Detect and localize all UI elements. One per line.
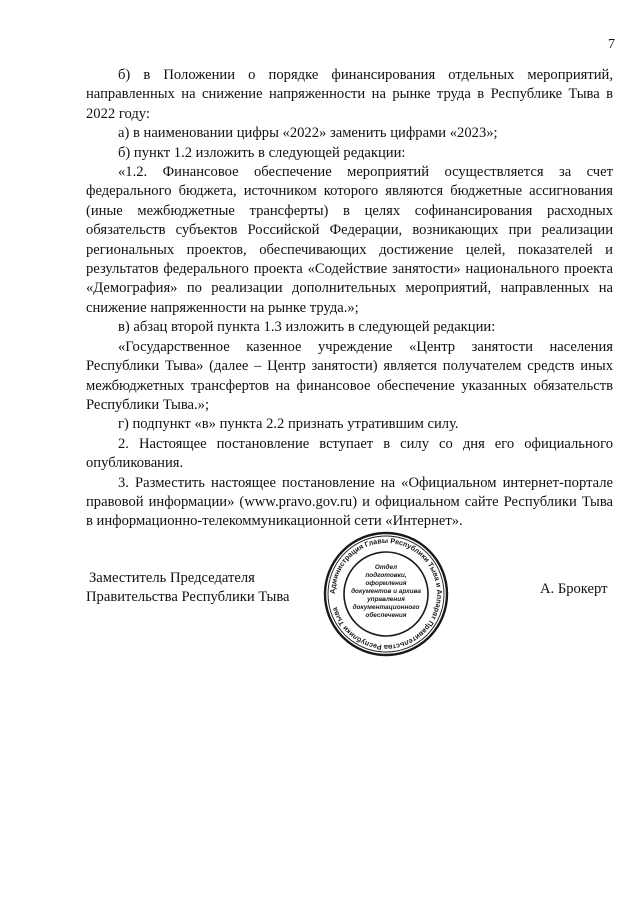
stamp-center-line-3: оформления: [365, 580, 407, 587]
stamp-center-line-5: управления: [367, 596, 405, 603]
stamp-center-line-7: обеспечения: [365, 612, 407, 619]
stamp-center-line-2: подготовки,: [365, 572, 407, 579]
paragraph-subitem-v: в) абзац второй пункта 1.3 изложить в следующей редакции:: [118, 319, 496, 336]
stamp-center-line-6: документационного: [352, 604, 420, 611]
paragraph-point-3: 3. Разместить настоящее постановление на «Официальном интернет-портале правовой информации» (www.pravo.gov.ru) и официальном сайте Республики Тыва в информационно-телекоммуникационной сети «Интернет».: [86, 474, 613, 530]
signatory-position: [86, 569, 290, 608]
paragraph-item-b-header: б) в Положении о порядке финансирования отдельных мероприятий, направленных на снижение напряженности на рынке труда в Республике Тыва в 2022 году:: [86, 67, 613, 122]
paragraph-clause-1-3: «Государственное казенное учреждение «Центр занятости населения Республики Тыва» (далее – Центр занятости) является получателем средств иных межбюджетных трансфертов на финансовое обеспечение указанных обязательств Республики Тыва.»;: [86, 338, 613, 413]
signer-name: А. Брокерт: [540, 581, 608, 597]
paragraph-subitem-b: б) пункт 1.2 изложить в следующей редакции:: [118, 144, 406, 161]
paragraph-subitem-g: г) подпункт «в» пункта 2.2 признать утратившим силу.: [118, 416, 459, 433]
stamp-center-line-4: документов и архива: [351, 588, 421, 595]
page-number: 7: [608, 37, 615, 52]
stamp-seal-graphic: [322, 530, 450, 658]
paragraph-subitem-a: а) в наименовании цифры «2022» заменить цифрами «2023»;: [118, 125, 498, 142]
official-stamp: [322, 530, 450, 658]
stamp-ring-text: Администрация Главы Республики Тыва и Аппарат Правительства Республики Тыва: [327, 535, 445, 653]
paragraph-clause-1-2: «1.2. Финансовое обеспечение мероприятий осуществляется за счет федерального бюджета, источником которого являются бюджетные ассигнования (иные межбюджетные трансферты) в целях софинансирования расходных обязательств субъектов Российской Федерации, возникающих при реализации региональных проектов, обеспечивающих достижение целей, показателей и результатов федерального проекта «Содействие занятости» национального проекта «Демография» по реализации дополнительных мероприятий, направленных на снижение напряженности на рынке труда.»;: [86, 164, 613, 316]
document-body: [86, 66, 613, 532]
signatory-position-line2: Правительства Республики Тыва: [86, 589, 290, 606]
paragraph-point-2: 2. Настоящее постановление вступает в силу со дня его официального опубликования.: [86, 435, 613, 472]
stamp-center-line-1: Отдел: [374, 564, 398, 571]
signatory-position-line1: Заместитель Председателя: [89, 570, 255, 586]
